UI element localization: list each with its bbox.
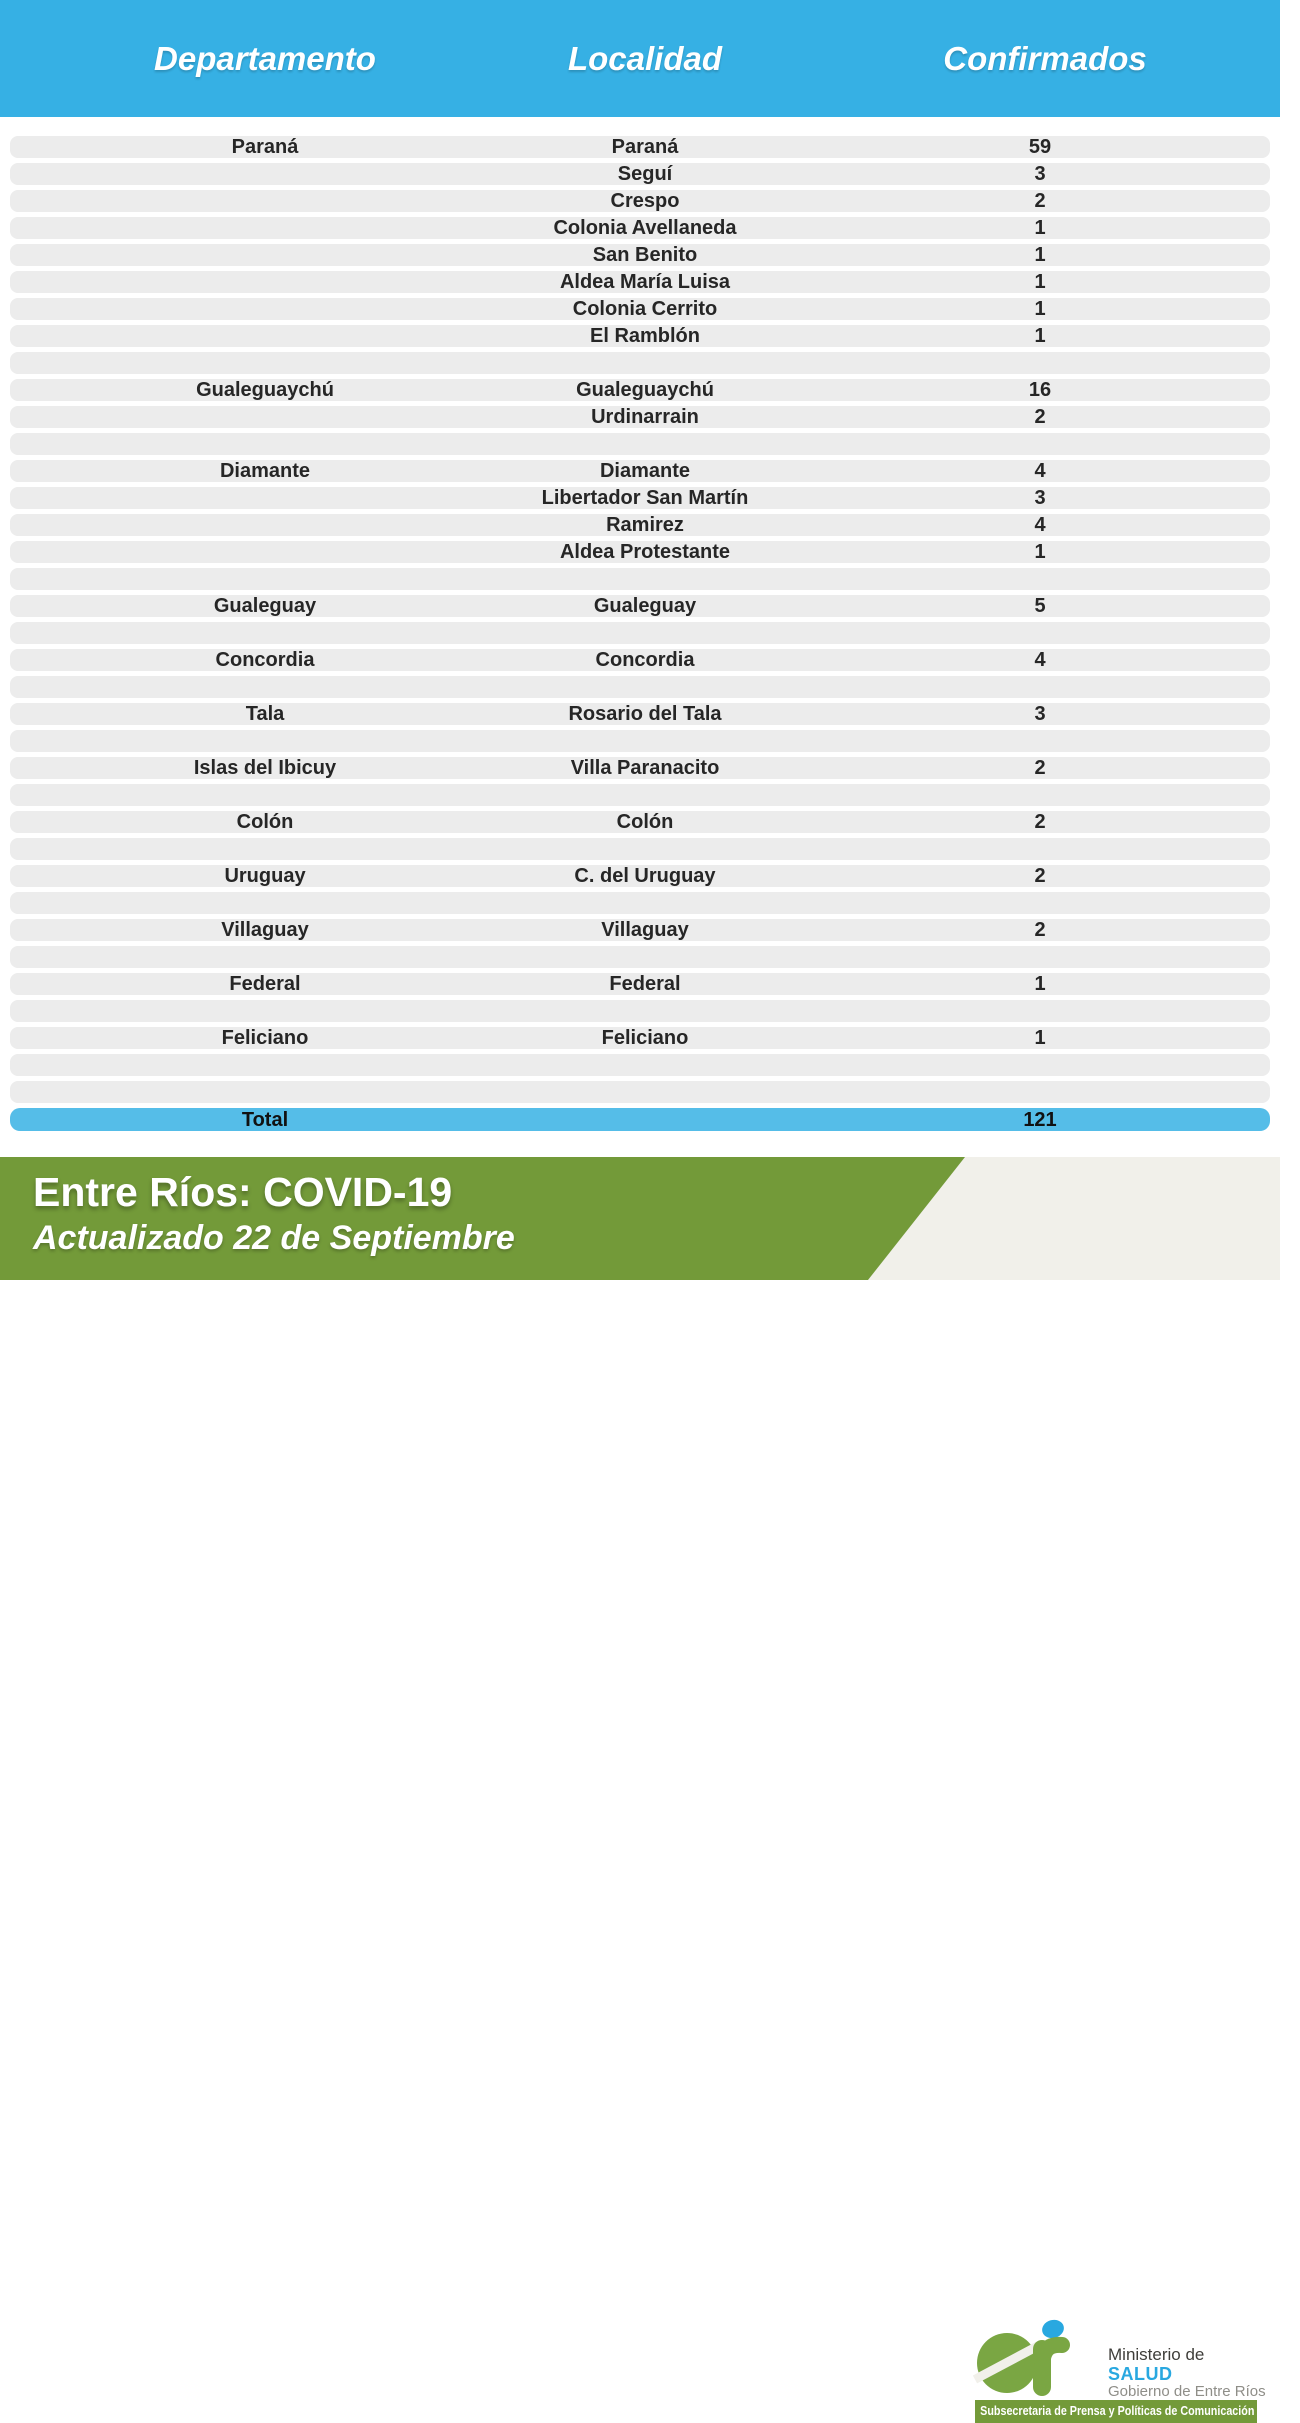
confirmados-cell: 3 [1034, 487, 1046, 509]
confirmados-cell [905, 730, 1175, 752]
localidad-cell: Colonia Avellaneda [553, 217, 737, 239]
localidad-cell [390, 676, 900, 698]
confirmados-cell [905, 784, 1175, 806]
departamento-cell: Concordia [215, 649, 315, 671]
confirmados-cell: 2 [1034, 811, 1046, 833]
total-row [10, 1108, 1270, 1131]
table-row [10, 325, 1270, 347]
localidad-cell [390, 730, 900, 752]
localidad-cell: Paraná [611, 136, 679, 158]
localidad-cell [390, 1054, 900, 1076]
confirmados-cell [905, 433, 1175, 455]
localidad-cell: Concordia [595, 649, 695, 671]
table-row [10, 865, 1270, 887]
localidad-cell [390, 892, 900, 914]
report-title: Entre Ríos: COVID-19 [33, 1169, 453, 1215]
localidad-cell: Gualeguay [593, 595, 697, 617]
localidad-cell: Colonia Cerrito [572, 298, 718, 320]
empty-row [10, 946, 1270, 968]
departamento-cell: Federal [229, 973, 301, 995]
localidad-cell: Colón [616, 811, 674, 833]
confirmados-cell: 3 [1034, 703, 1046, 725]
table-row [10, 460, 1270, 482]
localidad-cell [390, 622, 900, 644]
confirmados-cell: 1 [1034, 298, 1046, 320]
localidad-cell: Ramirez [606, 514, 684, 536]
table-row [10, 379, 1270, 401]
table-row [10, 541, 1270, 563]
table-row [10, 136, 1270, 158]
localidad-cell: Aldea Protestante [559, 541, 731, 563]
confirmados-cell: 4 [1034, 460, 1046, 482]
table-row [10, 973, 1270, 995]
table-row [10, 190, 1270, 212]
ministry-line-gobierno: Gobierno de Entre Ríos [1108, 2383, 1266, 2401]
empty-row [10, 892, 1270, 914]
confirmados-cell [905, 568, 1175, 590]
confirmados-cell: 2 [1034, 406, 1046, 428]
table-row [10, 217, 1270, 239]
confirmados-cell: 1 [1034, 325, 1046, 347]
localidad-cell: Villaguay [601, 919, 689, 941]
confirmados-cell [905, 892, 1175, 914]
localidad-cell: Villa Paranacito [570, 757, 720, 779]
localidad-cell [390, 784, 900, 806]
confirmados-cell: 5 [1034, 595, 1046, 617]
table-row [10, 514, 1270, 536]
empty-row [10, 838, 1270, 860]
table-row [10, 703, 1270, 725]
table-body [10, 136, 1270, 1136]
table-row [10, 757, 1270, 779]
confirmados-cell: 1 [1034, 1027, 1046, 1049]
ministry-line-ministerio: Ministerio de [1108, 2345, 1205, 2364]
total-value: 121 [1023, 1109, 1057, 1131]
localidad-cell: Diamante [599, 460, 691, 482]
confirmados-cell: 3 [1034, 163, 1046, 185]
confirmados-cell: 2 [1034, 865, 1046, 887]
table-header [0, 0, 1280, 117]
table-row [10, 298, 1270, 320]
column-header-confirmados: Confirmados [943, 39, 1147, 77]
confirmados-cell: 1 [1034, 973, 1046, 995]
empty-row [10, 676, 1270, 698]
table-row [10, 811, 1270, 833]
ministry-text-block [1108, 2345, 1266, 2401]
table-row [10, 487, 1270, 509]
entre-rios-er-logo-icon [977, 2318, 1069, 2398]
localidad-cell: Rosario del Tala [568, 703, 722, 725]
table-row [10, 244, 1270, 266]
table-row [10, 595, 1270, 617]
departamento-cell: Diamante [219, 460, 311, 482]
localidad-cell [390, 946, 900, 968]
localidad-cell [390, 433, 900, 455]
confirmados-cell: 1 [1034, 244, 1046, 266]
confirmados-cell: 16 [1028, 379, 1052, 401]
table-row [10, 406, 1270, 428]
confirmados-cell: 2 [1034, 190, 1046, 212]
empty-row [10, 784, 1270, 806]
localidad-cell [390, 1081, 900, 1103]
localidad-cell [390, 568, 900, 590]
localidad-cell [390, 352, 900, 374]
confirmados-cell [905, 622, 1175, 644]
confirmados-cell [905, 1054, 1175, 1076]
empty-row [10, 433, 1270, 455]
empty-row [10, 730, 1270, 752]
confirmados-cell: 59 [1028, 136, 1052, 158]
confirmados-cell: 1 [1034, 541, 1046, 563]
departamento-cell: Villaguay [221, 919, 309, 941]
localidad-cell: C. del Uruguay [574, 865, 716, 887]
table-row [10, 649, 1270, 671]
localidad-cell: El Ramblón [589, 325, 700, 347]
table-row [10, 163, 1270, 185]
report-updated-date: Actualizado 22 de Septiembre [33, 1219, 515, 1257]
localidad-cell: Urdinarrain [591, 406, 699, 428]
localidad-cell: Feliciano [601, 1027, 689, 1049]
departamento-cell: Tala [245, 703, 285, 725]
confirmados-cell: 4 [1034, 514, 1046, 536]
localidad-cell: Gualeguaychú [576, 379, 714, 401]
confirmados-cell [905, 838, 1175, 860]
departamento-cell: Paraná [231, 136, 299, 158]
localidad-cell: Seguí [617, 163, 673, 185]
total-label: Total [241, 1109, 289, 1131]
confirmados-cell [905, 1081, 1175, 1103]
table-row [10, 271, 1270, 293]
localidad-cell [390, 838, 900, 860]
column-header-localidad: Localidad [567, 39, 723, 77]
departamento-cell: Gualeguaychú [196, 379, 334, 401]
empty-row [10, 1000, 1270, 1022]
confirmados-cell: 2 [1034, 757, 1046, 779]
localidad-cell: San Benito [592, 244, 698, 266]
localidad-cell [390, 1000, 900, 1022]
table-row [10, 1027, 1270, 1049]
confirmados-cell: 1 [1034, 271, 1046, 293]
confirmados-cell: 1 [1034, 217, 1046, 239]
confirmados-cell: 4 [1034, 649, 1046, 671]
confirmados-cell [905, 352, 1175, 374]
localidad-cell: Libertador San Martín [541, 487, 749, 509]
departamento-cell: Colón [236, 811, 294, 833]
subsecretaria-banner-text: Subsecretaria de Prensa y Políticas de Comunicación [980, 2404, 1255, 2418]
column-header-departamento: Departamento [154, 39, 376, 77]
empty-row [10, 622, 1270, 644]
confirmados-cell: 2 [1034, 919, 1046, 941]
departamento-cell: Islas del Ibicuy [193, 757, 337, 779]
footer [0, 1157, 1280, 2418]
localidad-cell: Aldea María Luisa [559, 271, 731, 293]
empty-row [10, 568, 1270, 590]
localidad-cell: Federal [609, 973, 681, 995]
empty-row [10, 1081, 1270, 1103]
departamento-cell: Uruguay [224, 865, 306, 887]
empty-row [10, 1054, 1270, 1076]
ministry-line-salud: SALUD [1108, 2364, 1173, 2385]
departamento-cell: Gualeguay [213, 595, 317, 617]
empty-row [10, 352, 1270, 374]
localidad-cell: Crespo [610, 190, 680, 212]
confirmados-cell [905, 676, 1175, 698]
confirmados-cell [905, 1000, 1175, 1022]
subsecretaria-banner [975, 2400, 1257, 2423]
departamento-cell: Feliciano [221, 1027, 309, 1049]
confirmados-cell [905, 946, 1175, 968]
table-row [10, 919, 1270, 941]
